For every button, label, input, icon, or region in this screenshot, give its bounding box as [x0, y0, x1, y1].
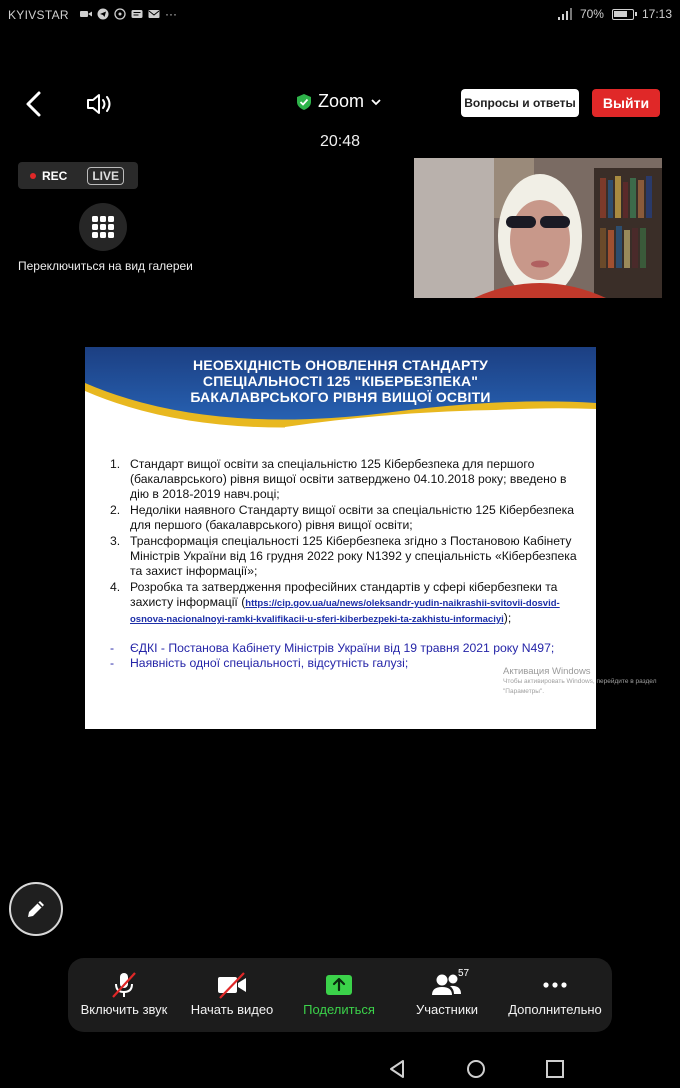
watermark-subtitle: Чтобы активировать Windows, перейдите в раздел: [503, 678, 657, 685]
slide-link: https://cip.gov.ua/ua/news/oleksandr-yudin-naikrashii-svitovii-dosvid-osnova-nacionalnoyi-ramki-kvalifikacii-u-sferi-kiberbezpeki-ta-zakhistu-informaciyi: [130, 598, 560, 625]
unmute-button[interactable]: [69, 968, 179, 1017]
meeting-timer: 20:48: [319, 133, 361, 150]
item-text: Стандарт вищої освіти за спеціальністю 125 Кібербезпека для першого (бакалаврського) рівня вищої освіти затверджено 04.10.2018 року; введено в дію в 2018-2019 навч.році;: [130, 457, 567, 501]
notification-icons: [80, 7, 177, 21]
shared-slide: [85, 347, 657, 729]
status-right: [558, 7, 672, 21]
slide-body: [110, 457, 585, 671]
nav-home-icon[interactable]: [465, 1058, 487, 1080]
dash-marker: -: [110, 656, 115, 670]
back-button[interactable]: [18, 88, 50, 120]
email-icon: [148, 8, 160, 20]
grid-icon: [91, 215, 115, 239]
slide-list-item: [110, 503, 585, 533]
viber-icon: [114, 8, 126, 20]
dash-marker: -: [110, 641, 115, 655]
dash-text: ЄДКІ - Постанова Кабінету Міністрів України від 19 травня 2021 року N497;: [130, 641, 555, 655]
nav-recents-icon[interactable]: [544, 1058, 566, 1080]
live-label: LIVE: [87, 167, 124, 185]
item-text: Недоліки наявного Стандарту вищої освіти за спеціальністю 125 Кібербезпека для першого (бакалаврського) рівня вищої освіти;: [130, 503, 575, 532]
chevron-left-icon: [18, 88, 50, 120]
item-text: Розробка та затвердження професійних стандартів у сфері кібербезпеки та захисту інформації (: [130, 580, 558, 609]
item-number: 1.: [110, 457, 121, 471]
watermark-subtitle: "Параметры".: [503, 688, 545, 695]
carrier-name: KYIVSTAR: [8, 8, 69, 22]
clock: 17:13: [641, 7, 672, 21]
slide-list-item: [110, 534, 585, 579]
participants-count: 57: [458, 968, 470, 979]
meeting-toolbar: [68, 958, 612, 1032]
more-label: Дополнительно: [508, 1002, 602, 1017]
battery-percent: 70%: [579, 7, 604, 21]
more-icon: [540, 970, 570, 1000]
item-number: 3.: [110, 534, 121, 548]
message-icon: [131, 8, 143, 20]
unmute-label: Включить звук: [80, 1002, 168, 1017]
item-number: 2.: [110, 503, 121, 517]
annotate-button[interactable]: [9, 882, 63, 936]
muted-microphone-icon: [109, 970, 139, 1000]
nav-back-icon[interactable]: [386, 1058, 408, 1080]
share-label: Поделиться: [303, 1002, 375, 1017]
slide-title-line: СПЕЦІАЛЬНОСТІ 125 "КІБЕРБЕЗПЕКА": [202, 373, 479, 389]
slide-numbered-list: [110, 457, 585, 627]
start-video-button[interactable]: [177, 968, 287, 1017]
item-text: Трансформація спеціальності 125 Кібербезпека згідно з Постановою Кабінету Міністрів України від 16 грудня 2022 року N1392 у спеціальність «Кібербезпека та захист інформації»;: [130, 534, 577, 578]
telegram-icon: [97, 8, 109, 20]
video-off-icon: [216, 970, 248, 1000]
gallery-view-button[interactable]: [79, 203, 127, 251]
qa-button[interactable]: Вопросы и ответы: [461, 89, 579, 117]
slide-title-line: БАКАЛАВРСЬКОГО РІВНЯ ВИЩОЇ ОСВІТИ: [190, 389, 491, 405]
slide-list-item: [110, 457, 585, 502]
meeting-title-dropdown[interactable]: [296, 91, 382, 112]
item-number: 4.: [110, 580, 121, 594]
chevron-down-icon: [370, 96, 382, 108]
speaker-button[interactable]: [84, 88, 116, 120]
signal-icon: [558, 8, 572, 20]
windows-activation-watermark: [503, 667, 663, 697]
slide-dash-item: [110, 641, 585, 656]
share-screen-icon: [324, 970, 354, 1000]
slide-list-item: [110, 580, 585, 627]
status-bar: [0, 0, 680, 30]
start-video-label: Начать видео: [190, 1002, 274, 1017]
more-notifications: ···: [165, 7, 177, 21]
pencil-icon: [24, 897, 48, 921]
participants-label: Участники: [415, 1002, 479, 1017]
item-text-after: );: [503, 611, 512, 625]
rec-dot-icon: [30, 173, 36, 179]
share-button[interactable]: [284, 968, 394, 1017]
meeting-title: Zoom: [318, 91, 365, 111]
battery-icon: [612, 9, 634, 20]
shield-check-icon: [296, 93, 312, 111]
slide-title-line: НЕОБХІДНІСТЬ ОНОВЛЕННЯ СТАНДАРТУ: [192, 357, 489, 373]
participant-video: [414, 158, 662, 298]
more-button[interactable]: [500, 968, 610, 1017]
gallery-view-label: Переключиться на вид галереи: [18, 259, 193, 273]
speaker-icon: [84, 88, 116, 120]
leave-button[interactable]: Выйти: [592, 89, 660, 117]
video-notification-icon: [80, 8, 92, 20]
participant-video-thumbnail[interactable]: [414, 158, 662, 298]
participants-button[interactable]: [392, 968, 502, 1017]
recording-badge[interactable]: [18, 162, 138, 189]
meeting-top-bar: [0, 80, 680, 128]
slide-title: [85, 357, 596, 405]
rec-label: REC: [42, 168, 68, 183]
system-navigation-bar: [0, 1048, 680, 1088]
dash-text: Наявність одної спеціальності, відсутність галузі;: [130, 656, 409, 670]
watermark-title: Активация Windows: [503, 666, 591, 677]
